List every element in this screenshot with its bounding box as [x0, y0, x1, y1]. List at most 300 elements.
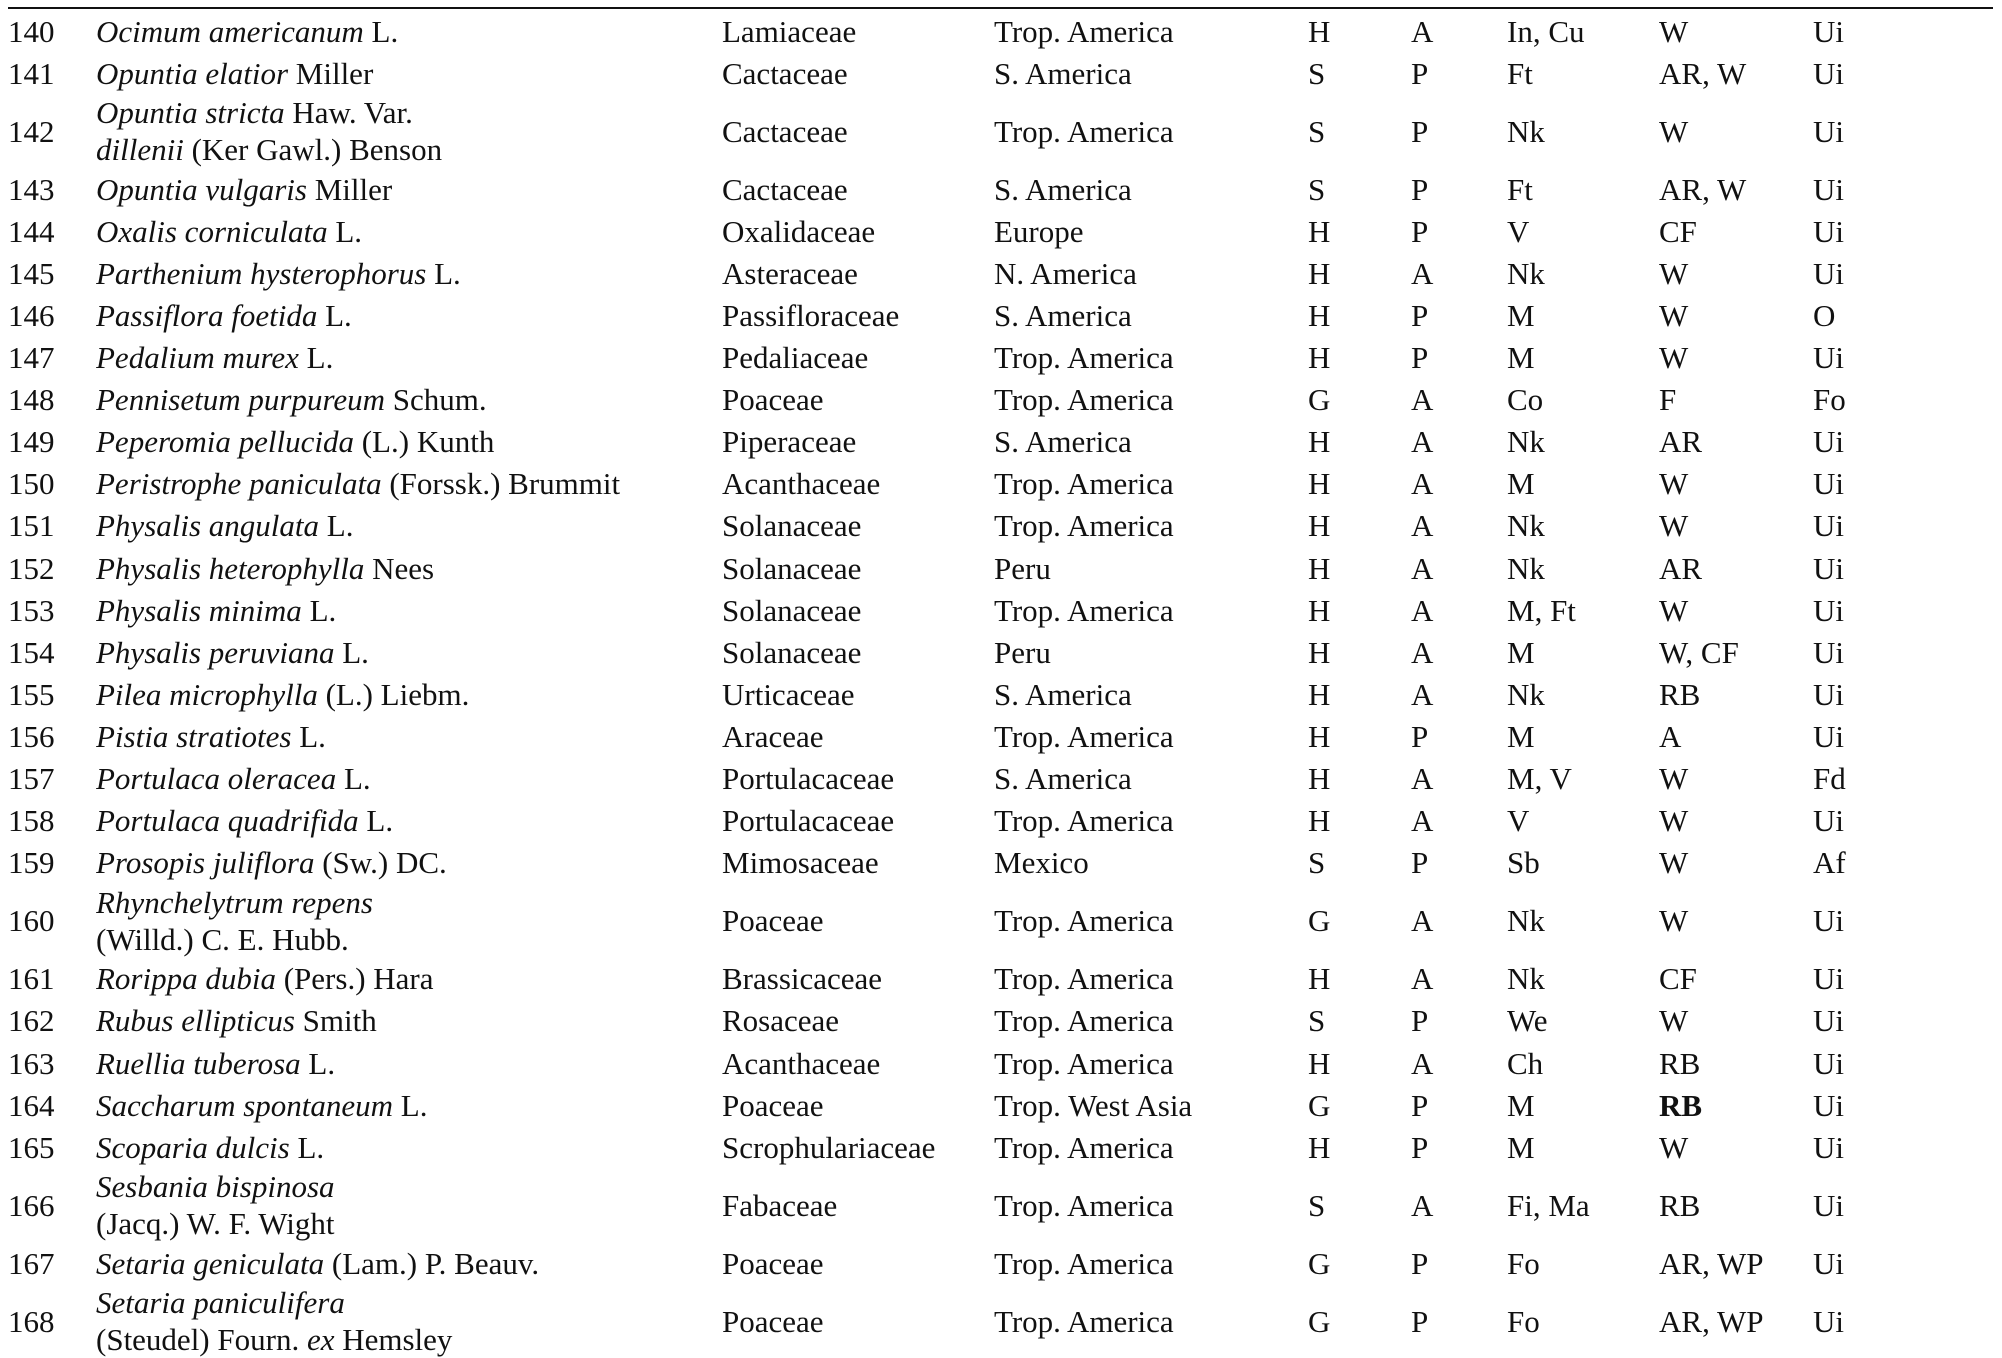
- species-name-cell: [96, 631, 722, 673]
- species-epithet: ex: [306, 1322, 335, 1358]
- habitat-cell: A: [1659, 718, 1682, 754]
- habitat-cell: RB: [1659, 1045, 1701, 1081]
- table-row: [8, 1168, 1993, 1242]
- species-name-line: [96, 381, 722, 418]
- serial-number-cell: 153: [8, 592, 55, 628]
- family-cell: Fabaceae: [722, 1187, 838, 1223]
- species-epithet: Ocimum americanum: [96, 13, 364, 49]
- use-cell: Fo: [1507, 1303, 1540, 1339]
- family-cell: Acanthaceae: [722, 1045, 881, 1081]
- species-name-cell: [96, 294, 722, 336]
- species-epithet: Setaria geniculata: [96, 1245, 325, 1281]
- life-span-cell: A: [1411, 550, 1434, 586]
- habitat-cell: W: [1659, 592, 1689, 628]
- species-authority: (Forssk.) Brummit: [381, 466, 621, 502]
- family-cell: Urticaceae: [722, 676, 855, 712]
- species-authority: (Steudel) Fourn.: [96, 1322, 307, 1358]
- life-span-cell: P: [1411, 1245, 1429, 1281]
- origin-cell: S. America: [994, 55, 1132, 91]
- status-cell: Ui: [1813, 1187, 1844, 1223]
- species-name-line: [96, 507, 722, 544]
- origin-cell: Mexico: [994, 845, 1089, 881]
- life-span-cell: P: [1411, 213, 1429, 249]
- species-name-line: [96, 718, 722, 755]
- origin-cell: Trop. America: [994, 508, 1174, 544]
- species-authority: Miller: [288, 55, 374, 91]
- species-epithet: Rhynchelytrum repens: [96, 884, 373, 920]
- species-authority: (Willd.) C. E. Hubb.: [96, 921, 349, 957]
- habitat-cell: AR, W: [1659, 55, 1747, 91]
- status-cell: Ui: [1813, 255, 1844, 291]
- table-row: [8, 52, 1993, 94]
- species-epithet: Peperomia pellucida: [96, 424, 354, 460]
- table-row: [8, 337, 1993, 379]
- habit-cell: H: [1308, 424, 1331, 460]
- species-authority: L.: [301, 592, 337, 628]
- origin-cell: Trop. America: [994, 718, 1174, 754]
- species-name-line: [96, 131, 722, 168]
- life-span-cell: A: [1411, 13, 1434, 49]
- species-epithet: Prosopis juliflora: [96, 845, 315, 881]
- origin-cell: Trop. America: [994, 340, 1174, 376]
- use-cell: V: [1507, 803, 1530, 839]
- species-table: [8, 10, 1993, 1358]
- species-authority: L.: [317, 298, 352, 334]
- species-epithet: Rubus ellipticus: [96, 1003, 295, 1039]
- serial-number-cell: 149: [8, 424, 55, 460]
- species-authority: L.: [298, 340, 334, 376]
- species-name-cell: [96, 1126, 722, 1168]
- family-cell: Brassicaceae: [722, 961, 883, 997]
- serial-number-cell: 156: [8, 718, 55, 754]
- species-name-cell: [96, 673, 722, 715]
- habit-cell: H: [1308, 634, 1331, 670]
- use-cell: Nk: [1507, 676, 1545, 712]
- table-row: [8, 252, 1993, 294]
- family-cell: Solanaceae: [722, 508, 862, 544]
- habitat-cell: AR, WP: [1659, 1303, 1764, 1339]
- species-authority: Hemsley: [334, 1322, 453, 1358]
- species-name-cell: [96, 379, 722, 421]
- origin-cell: Trop. America: [994, 1045, 1174, 1081]
- species-authority: L.: [363, 13, 399, 49]
- use-cell: We: [1507, 1003, 1548, 1039]
- status-cell: Ui: [1813, 550, 1844, 586]
- habit-cell: H: [1308, 592, 1331, 628]
- species-name-cell: [96, 10, 722, 52]
- life-span-cell: P: [1411, 1129, 1429, 1165]
- use-cell: Nk: [1507, 961, 1545, 997]
- species-authority: L.: [289, 1129, 325, 1165]
- species-name-line: [96, 1002, 722, 1039]
- origin-cell: Europe: [994, 213, 1084, 249]
- use-cell: Sb: [1507, 845, 1540, 881]
- habit-cell: G: [1308, 1303, 1331, 1339]
- family-cell: Poaceae: [722, 382, 824, 418]
- use-cell: Fo: [1507, 1245, 1540, 1281]
- species-authority: Haw. Var.: [284, 95, 413, 131]
- origin-cell: Trop. America: [994, 466, 1174, 502]
- species-authority: L.: [334, 634, 369, 670]
- species-authority: (L.) Liebm.: [317, 676, 470, 712]
- family-cell: Solanaceae: [722, 592, 862, 628]
- table-row: [8, 463, 1993, 505]
- life-span-cell: P: [1411, 1003, 1429, 1039]
- life-span-cell: P: [1411, 298, 1429, 334]
- table-row: [8, 294, 1993, 336]
- species-name-cell: [96, 1084, 722, 1126]
- family-cell: Asteraceae: [722, 255, 858, 291]
- species-name-line: [96, 592, 722, 629]
- life-span-cell: A: [1411, 508, 1434, 544]
- habitat-cell: W: [1659, 466, 1689, 502]
- table-row: [8, 631, 1993, 673]
- serial-number-cell: 161: [8, 961, 55, 997]
- species-name-cell: [96, 958, 722, 1000]
- habit-cell: H: [1308, 961, 1331, 997]
- serial-number-cell: 165: [8, 1129, 55, 1165]
- habit-cell: H: [1308, 508, 1331, 544]
- family-cell: Scrophulariaceae: [722, 1129, 936, 1165]
- habit-cell: S: [1308, 55, 1326, 91]
- serial-number-cell: 144: [8, 213, 55, 249]
- habitat-cell: W: [1659, 113, 1689, 149]
- life-span-cell: A: [1411, 1187, 1434, 1223]
- origin-cell: Trop. America: [994, 903, 1174, 939]
- serial-number-cell: 167: [8, 1245, 55, 1281]
- serial-number-cell: 151: [8, 508, 55, 544]
- origin-cell: Trop. West Asia: [994, 1087, 1193, 1123]
- status-cell: Ui: [1813, 903, 1844, 939]
- origin-cell: Trop. America: [994, 113, 1174, 149]
- status-cell: Ui: [1813, 1087, 1844, 1123]
- origin-cell: N. America: [994, 255, 1137, 291]
- species-epithet: Opuntia elatior: [96, 55, 289, 91]
- habit-cell: G: [1308, 1087, 1331, 1123]
- species-name-cell: [96, 800, 722, 842]
- family-cell: Cactaceae: [722, 171, 848, 207]
- status-cell: Ui: [1813, 508, 1844, 544]
- life-span-cell: P: [1411, 55, 1429, 91]
- family-cell: Pedaliaceae: [722, 340, 869, 376]
- habitat-cell: F: [1659, 382, 1677, 418]
- habit-cell: H: [1308, 298, 1331, 334]
- species-epithet: Pilea microphylla: [96, 676, 318, 712]
- species-name-line: [96, 423, 722, 460]
- life-span-cell: P: [1411, 1303, 1429, 1339]
- species-name-line: [96, 1087, 722, 1124]
- species-epithet: Pedalium murex: [96, 340, 299, 376]
- origin-cell: Trop. America: [994, 1129, 1174, 1165]
- life-span-cell: A: [1411, 903, 1434, 939]
- species-name-cell: [96, 210, 722, 252]
- use-cell: M: [1507, 340, 1535, 376]
- habitat-cell: W: [1659, 1129, 1689, 1165]
- life-span-cell: P: [1411, 718, 1429, 754]
- use-cell: M: [1507, 298, 1535, 334]
- family-cell: Poaceae: [722, 1303, 824, 1339]
- species-authority: L.: [300, 1045, 336, 1081]
- use-cell: Fi, Ma: [1507, 1187, 1590, 1223]
- species-name-line: [96, 13, 722, 50]
- life-span-cell: A: [1411, 466, 1434, 502]
- serial-number-cell: 164: [8, 1087, 55, 1123]
- species-name-line: [96, 884, 722, 921]
- serial-number-cell: 158: [8, 803, 55, 839]
- serial-number-cell: 148: [8, 382, 55, 418]
- serial-number-cell: 146: [8, 298, 55, 334]
- use-cell: M: [1507, 718, 1535, 754]
- species-name-cell: [96, 758, 722, 800]
- species-name-cell: [96, 1042, 722, 1084]
- table-row: [8, 1084, 1993, 1126]
- use-cell: Co: [1507, 382, 1544, 418]
- origin-cell: S. America: [994, 298, 1132, 334]
- habit-cell: G: [1308, 903, 1331, 939]
- status-cell: Ui: [1813, 171, 1844, 207]
- species-epithet: Saccharum spontaneum: [96, 1087, 394, 1123]
- table-row: [8, 958, 1993, 1000]
- species-name-line: [96, 1205, 722, 1242]
- species-name-cell: [96, 589, 722, 631]
- family-cell: Mimosaceae: [722, 845, 879, 881]
- life-span-cell: P: [1411, 845, 1429, 881]
- status-cell: Ui: [1813, 213, 1844, 249]
- origin-cell: Trop. America: [994, 1003, 1174, 1039]
- table-row: [8, 379, 1993, 421]
- use-cell: Nk: [1507, 550, 1545, 586]
- serial-number-cell: 145: [8, 255, 55, 291]
- species-authority: L.: [291, 718, 326, 754]
- use-cell: Ch: [1507, 1045, 1544, 1081]
- use-cell: V: [1507, 213, 1530, 249]
- status-cell: Ui: [1813, 1129, 1844, 1165]
- table-row: [8, 421, 1993, 463]
- species-name-line: [96, 465, 722, 502]
- use-cell: M: [1507, 1129, 1535, 1165]
- status-cell: Ui: [1813, 803, 1844, 839]
- species-epithet: Physalis angulata: [96, 508, 320, 544]
- table-row: [8, 1242, 1993, 1284]
- habitat-cell: W: [1659, 508, 1689, 544]
- habitat-cell: W: [1659, 255, 1689, 291]
- species-epithet: Passiflora foetida: [96, 298, 318, 334]
- species-name-cell: [96, 252, 722, 294]
- species-authority: (L.) Kunth: [353, 424, 495, 460]
- species-epithet: dillenii: [96, 132, 184, 168]
- species-name-cell: [96, 505, 722, 547]
- table-row: [8, 1000, 1993, 1042]
- use-cell: Nk: [1507, 255, 1545, 291]
- status-cell: Ui: [1813, 113, 1844, 149]
- habit-cell: H: [1308, 466, 1331, 502]
- serial-number-cell: 162: [8, 1003, 55, 1039]
- species-epithet: Physalis minima: [96, 592, 302, 628]
- species-name-line: [96, 1045, 722, 1082]
- family-cell: Cactaceae: [722, 55, 848, 91]
- status-cell: Ui: [1813, 466, 1844, 502]
- family-cell: Poaceae: [722, 903, 824, 939]
- species-name-cell: [96, 547, 722, 589]
- status-cell: Ui: [1813, 1245, 1844, 1281]
- species-epithet: Parthenium hysterophorus: [96, 255, 427, 291]
- species-name-line: [96, 1129, 722, 1166]
- habit-cell: S: [1308, 1187, 1326, 1223]
- serial-number-cell: 147: [8, 340, 55, 376]
- species-name-line: [96, 1284, 722, 1321]
- habitat-cell: W: [1659, 803, 1689, 839]
- species-authority: (Jacq.) W. F. Wight: [96, 1206, 335, 1242]
- use-cell: In, Cu: [1507, 13, 1585, 49]
- status-cell: Ui: [1813, 676, 1844, 712]
- species-name-line: [96, 960, 722, 997]
- habitat-cell: W: [1659, 340, 1689, 376]
- table-row: [8, 1126, 1993, 1168]
- serial-number-cell: 160: [8, 903, 55, 939]
- habit-cell: H: [1308, 1129, 1331, 1165]
- habit-cell: H: [1308, 340, 1331, 376]
- status-cell: Ui: [1813, 55, 1844, 91]
- family-cell: Poaceae: [722, 1245, 824, 1281]
- status-cell: Ui: [1813, 1045, 1844, 1081]
- status-cell: Fd: [1813, 761, 1846, 797]
- serial-number-cell: 159: [8, 845, 55, 881]
- family-cell: Portulacaceae: [722, 761, 895, 797]
- origin-cell: Trop. America: [994, 1245, 1174, 1281]
- use-cell: M: [1507, 634, 1535, 670]
- species-epithet: Physalis heterophylla: [96, 550, 365, 586]
- species-name-cell: [96, 168, 722, 210]
- use-cell: Nk: [1507, 113, 1545, 149]
- life-span-cell: A: [1411, 634, 1434, 670]
- family-cell: Passifloraceae: [722, 298, 900, 334]
- use-cell: M: [1507, 466, 1535, 502]
- origin-cell: Trop. America: [994, 1187, 1174, 1223]
- habit-cell: H: [1308, 718, 1331, 754]
- use-cell: M: [1507, 1087, 1535, 1123]
- species-epithet: Sesbania bispinosa: [96, 1169, 335, 1205]
- serial-number-cell: 150: [8, 466, 55, 502]
- origin-cell: S. America: [994, 761, 1132, 797]
- status-cell: Af: [1813, 845, 1846, 881]
- habitat-cell: CF: [1659, 961, 1697, 997]
- serial-number-cell: 168: [8, 1303, 55, 1339]
- species-authority: L.: [358, 803, 394, 839]
- status-cell: Ui: [1813, 592, 1844, 628]
- table-row: [8, 884, 1993, 958]
- life-span-cell: A: [1411, 761, 1434, 797]
- species-epithet: Pennisetum purpureum: [96, 382, 386, 418]
- table-row: [8, 505, 1993, 547]
- species-name-cell: [96, 715, 722, 757]
- species-name-line: [96, 1245, 722, 1282]
- table-row: [8, 758, 1993, 800]
- serial-number-cell: 166: [8, 1187, 55, 1223]
- habitat-cell: AR: [1659, 424, 1703, 460]
- species-name-cell: [96, 1168, 722, 1242]
- species-name-line: [96, 634, 722, 671]
- species-epithet: Portulaca oleracea: [96, 761, 337, 797]
- habitat-cell: RB: [1659, 1087, 1703, 1123]
- serial-number-cell: 142: [8, 113, 55, 149]
- table-row: [8, 547, 1993, 589]
- family-cell: Acanthaceae: [722, 466, 881, 502]
- life-span-cell: P: [1411, 340, 1429, 376]
- life-span-cell: A: [1411, 255, 1434, 291]
- table-row: [8, 1284, 1993, 1358]
- species-name-line: [96, 339, 722, 376]
- table-row: [8, 589, 1993, 631]
- species-epithet: Scoparia dulcis: [96, 1129, 290, 1165]
- table-top-rule: [8, 7, 1993, 9]
- species-authority: Nees: [364, 550, 435, 586]
- life-span-cell: A: [1411, 1045, 1434, 1081]
- life-span-cell: P: [1411, 171, 1429, 207]
- species-name-cell: [96, 94, 722, 168]
- origin-cell: S. America: [994, 171, 1132, 207]
- species-name-cell: [96, 842, 722, 884]
- serial-number-cell: 163: [8, 1045, 55, 1081]
- species-name-line: [96, 213, 722, 250]
- origin-cell: Trop. America: [994, 382, 1174, 418]
- species-authority: L.: [393, 1087, 428, 1123]
- species-name-cell: [96, 1000, 722, 1042]
- use-cell: Ft: [1507, 171, 1533, 207]
- life-span-cell: A: [1411, 961, 1434, 997]
- status-cell: Ui: [1813, 13, 1844, 49]
- species-epithet: Physalis peruviana: [96, 634, 335, 670]
- species-name-line: [96, 1168, 722, 1205]
- species-table-body: [8, 10, 1993, 1358]
- status-cell: Ui: [1813, 634, 1844, 670]
- table-row: [8, 842, 1993, 884]
- habitat-cell: AR, WP: [1659, 1245, 1764, 1281]
- species-authority: L.: [426, 255, 461, 291]
- status-cell: Ui: [1813, 1003, 1844, 1039]
- species-authority: (Ker Gawl.) Benson: [183, 132, 443, 168]
- habit-cell: H: [1308, 1045, 1331, 1081]
- species-name-line: [96, 255, 722, 292]
- life-span-cell: A: [1411, 592, 1434, 628]
- habit-cell: S: [1308, 171, 1326, 207]
- habit-cell: H: [1308, 676, 1331, 712]
- species-authority: L.: [327, 213, 363, 249]
- table-row: [8, 94, 1993, 168]
- family-cell: Solanaceae: [722, 634, 862, 670]
- family-cell: Poaceae: [722, 1087, 824, 1123]
- status-cell: Ui: [1813, 424, 1844, 460]
- table-row: [8, 673, 1993, 715]
- status-cell: O: [1813, 298, 1836, 334]
- species-name-cell: [96, 884, 722, 958]
- habitat-cell: AR: [1659, 550, 1703, 586]
- species-epithet: Opuntia stricta: [96, 95, 285, 131]
- table-row: [8, 10, 1993, 52]
- habit-cell: H: [1308, 550, 1331, 586]
- serial-number-cell: 143: [8, 171, 55, 207]
- status-cell: Ui: [1813, 961, 1844, 997]
- habitat-cell: W, CF: [1659, 634, 1739, 670]
- origin-cell: Trop. America: [994, 13, 1174, 49]
- life-span-cell: P: [1411, 1087, 1429, 1123]
- species-name-line: [96, 55, 722, 92]
- species-authority: Smith: [294, 1003, 377, 1039]
- species-name-cell: [96, 1284, 722, 1358]
- origin-cell: S. America: [994, 676, 1132, 712]
- family-cell: Rosaceae: [722, 1003, 840, 1039]
- family-cell: Piperaceae: [722, 424, 857, 460]
- family-cell: Lamiaceae: [722, 13, 857, 49]
